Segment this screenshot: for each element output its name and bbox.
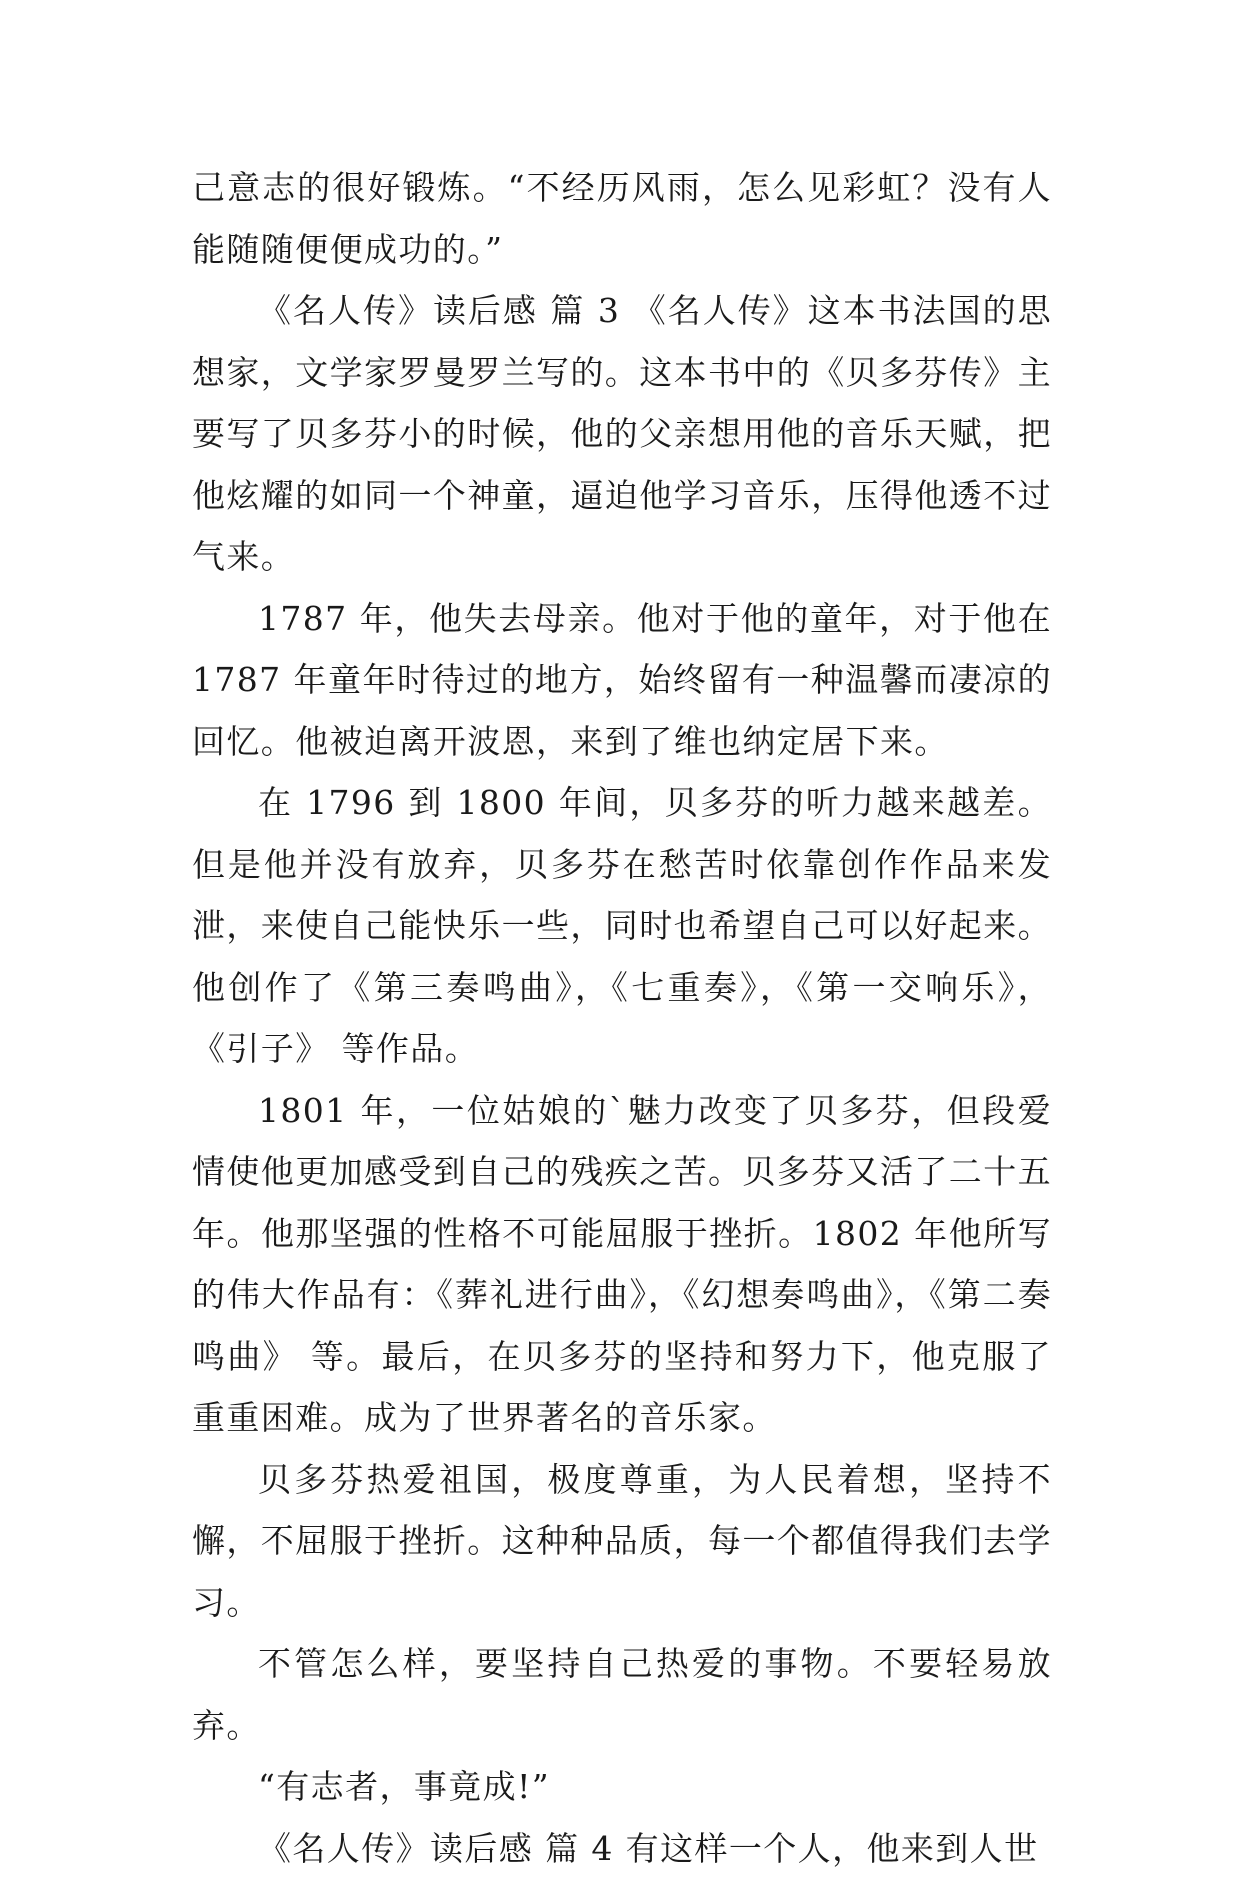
- paragraph-9-heading-part-4: 《名人传》读后感 篇 4 有这样一个人，他来到人世: [192, 1818, 1052, 1879]
- paragraph-2-heading-part-3: 《名人传》读后感 篇 3 《名人传》这本书法国的思想家，文学家罗曼罗兰写的。这本书中的《贝多芬传》主要写了贝多芬小的时候，他的父亲想用他的音乐天赋，把他炫耀的如同一个神童，逼迫他学习音乐，压得他透不过气来。: [192, 280, 1052, 588]
- paragraph-5: 1801 年，一位姑娘的`魅力改变了贝多芬，但段爱情使他更加感受到自己的残疾之苦。贝多芬又活了二十五年。他那坚强的性格不可能屈服于挫折。1802 年他所写的伟大作品有：《葬礼进行曲》，《幻想奏鸣曲》，《第二奏鸣曲》 等。最后，在贝多芬的坚持和努力下，他克服了重重困难。成为了世界著名的音乐家。: [192, 1080, 1052, 1449]
- paragraph-4: 在 1796 到 1800 年间，贝多芬的听力越来越差。但是他并没有放弃，贝多芬在愁苦时依靠创作作品来发泄，来使自己能快乐一些，同时也希望自己可以好起来。他创作了《第三奏鸣曲》，《七重奏》，《第一交响乐》，《引子》 等作品。: [192, 772, 1052, 1080]
- paragraph-1: 己意志的很好锻炼。“不经历风雨，怎么见彩虹？没有人能随随便便成功的。”: [192, 157, 1052, 280]
- paragraph-8: “有志者，事竟成!”: [192, 1756, 1052, 1818]
- paragraph-6: 贝多芬热爱祖国，极度尊重，为人民着想，坚持不懈，不屈服于挫折。这种种品质，每一个都值得我们去学习。: [192, 1449, 1052, 1634]
- paragraph-3: 1787 年，他失去母亲。他对于他的童年，对于他在 1787 年童年时待过的地方，始终留有一种温馨而凄凉的回忆。他被迫离开波恩，来到了维也纳定居下来。: [192, 588, 1052, 773]
- body-text: [192, 157, 1052, 1879]
- paragraph-7: 不管怎么样，要坚持自己热爱的事物。不要轻易放弃。: [192, 1633, 1052, 1756]
